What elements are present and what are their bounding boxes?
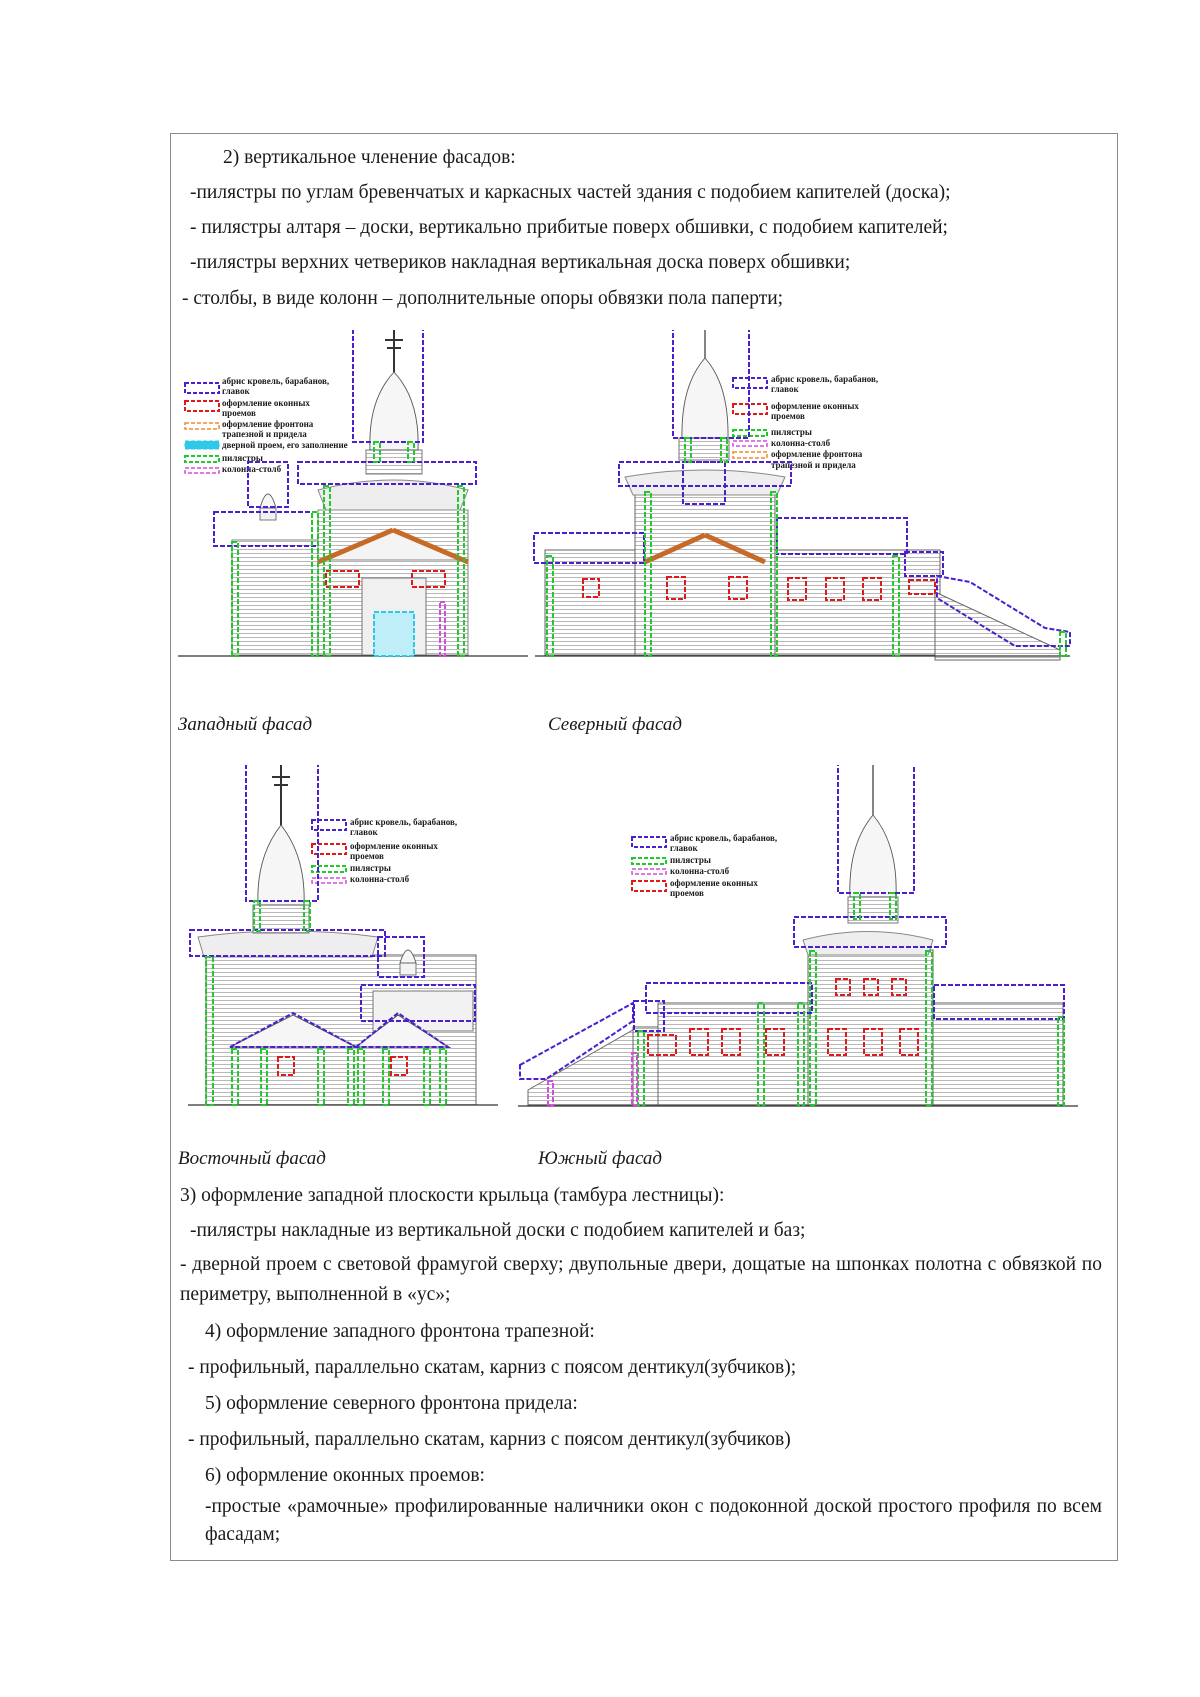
section5-heading: 5) оформление северного фронтона придела:	[205, 1393, 578, 1414]
west-legend-1b: главок	[222, 386, 250, 396]
east-legend-3: пилястры	[350, 863, 391, 873]
south-legend-4b: проемов	[670, 888, 704, 898]
section6-item: -простые «рамочные» профилированные наличники окон с подоконной доской простого профиля по всем фасадам;	[205, 1496, 1102, 1545]
west-legend	[185, 376, 348, 474]
east-legend-2a: оформление оконных	[350, 841, 438, 851]
south-legend-1a: абрис кровель, барабанов,	[670, 833, 778, 843]
east-legend-4: колонна-столб	[350, 874, 410, 884]
north-legend	[733, 374, 878, 470]
east-legend-1b: главок	[350, 827, 378, 837]
west-legend-4: дверной проем, его заполнение	[222, 440, 348, 450]
north-legend-2b: проемов	[771, 411, 805, 421]
west-facade-drawing	[178, 330, 528, 730]
west-legend-1a: абрис кровель, барабанов,	[222, 376, 330, 386]
north-legend-1a: абрис кровель, барабанов,	[771, 374, 879, 384]
east-legend-1a: абрис кровель, барабанов,	[350, 817, 458, 827]
east-facade-drawing	[178, 765, 508, 1155]
south-facade-drawing	[518, 765, 1098, 1155]
section3-item-2: - дверной проем с световой фрамугой сверху; двупольные двери, дощатые на шпонках полотна с обвязкой по периметру, выполненной в «ус»;	[180, 1254, 1102, 1305]
north-caption: Северный фасад	[548, 714, 683, 735]
west-legend-2b: проемов	[222, 408, 256, 418]
west-legend-3a: оформление фронтона	[222, 419, 314, 429]
section2-item-2: - пилястры алтаря – доски, вертикально прибитые поверх обшивки, с подобием капителей;	[190, 217, 948, 238]
north-legend-2a: оформление оконных	[771, 401, 859, 411]
south-caption: Южный фасад	[538, 1148, 663, 1169]
east-legend	[312, 817, 457, 884]
east-caption: Восточный фасад	[178, 1148, 326, 1169]
section2-heading: 2) вертикальное членение фасадов:	[223, 147, 516, 168]
north-facade-drawing	[525, 330, 1100, 730]
west-legend-5: пилястры	[222, 453, 263, 463]
west-legend-3b: трапезной и придела	[222, 429, 307, 439]
south-legend-4a: оформление оконных	[670, 878, 758, 888]
north-legend-4: колонна-столб	[771, 438, 831, 448]
section2-item-4: - столбы, в виде колонн – дополнительные опоры обвязки пола паперти;	[182, 288, 784, 309]
west-legend-2a: оформление оконных	[222, 398, 310, 408]
section3-item-1: -пилястры накладные из вертикальной доски с подобием капителей и баз;	[190, 1220, 806, 1241]
section3-heading: 3) оформление западной плоскости крыльца (тамбура лестницы):	[180, 1185, 725, 1206]
north-legend-1b: главок	[771, 384, 799, 394]
west-legend-6: колонна-столб	[222, 464, 282, 474]
section4-heading: 4) оформление западного фронтона трапезной:	[205, 1321, 595, 1342]
east-building	[188, 765, 498, 1105]
north-legend-3: пилястры	[771, 427, 812, 437]
section6-heading: 6) оформление оконных проемов:	[205, 1465, 485, 1486]
west-caption: Западный фасад	[178, 714, 313, 735]
section4-item: - профильный, параллельно скатам, карниз с поясом дентикул(зубчиков);	[188, 1357, 797, 1378]
east-legend-2b: проемов	[350, 851, 384, 861]
south-legend-1b: главок	[670, 843, 698, 853]
south-legend	[632, 833, 777, 898]
section2-item-1: -пилястры по углам бревенчатых и каркасных частей здания с подобием капителей (доска);	[190, 182, 951, 203]
south-legend-3: колонна-столб	[670, 866, 730, 876]
section2-item-3: -пилястры верхних четвериков накладная вертикальная доска поверх обшивки;	[190, 252, 851, 273]
section5-item: - профильный, параллельно скатам, карниз с поясом дентикул(зубчиков)	[188, 1429, 791, 1450]
north-legend-5a: оформление фронтона	[771, 449, 863, 459]
south-legend-2: пилястры	[670, 855, 711, 865]
north-legend-5b: трапезной и придела	[771, 460, 856, 470]
